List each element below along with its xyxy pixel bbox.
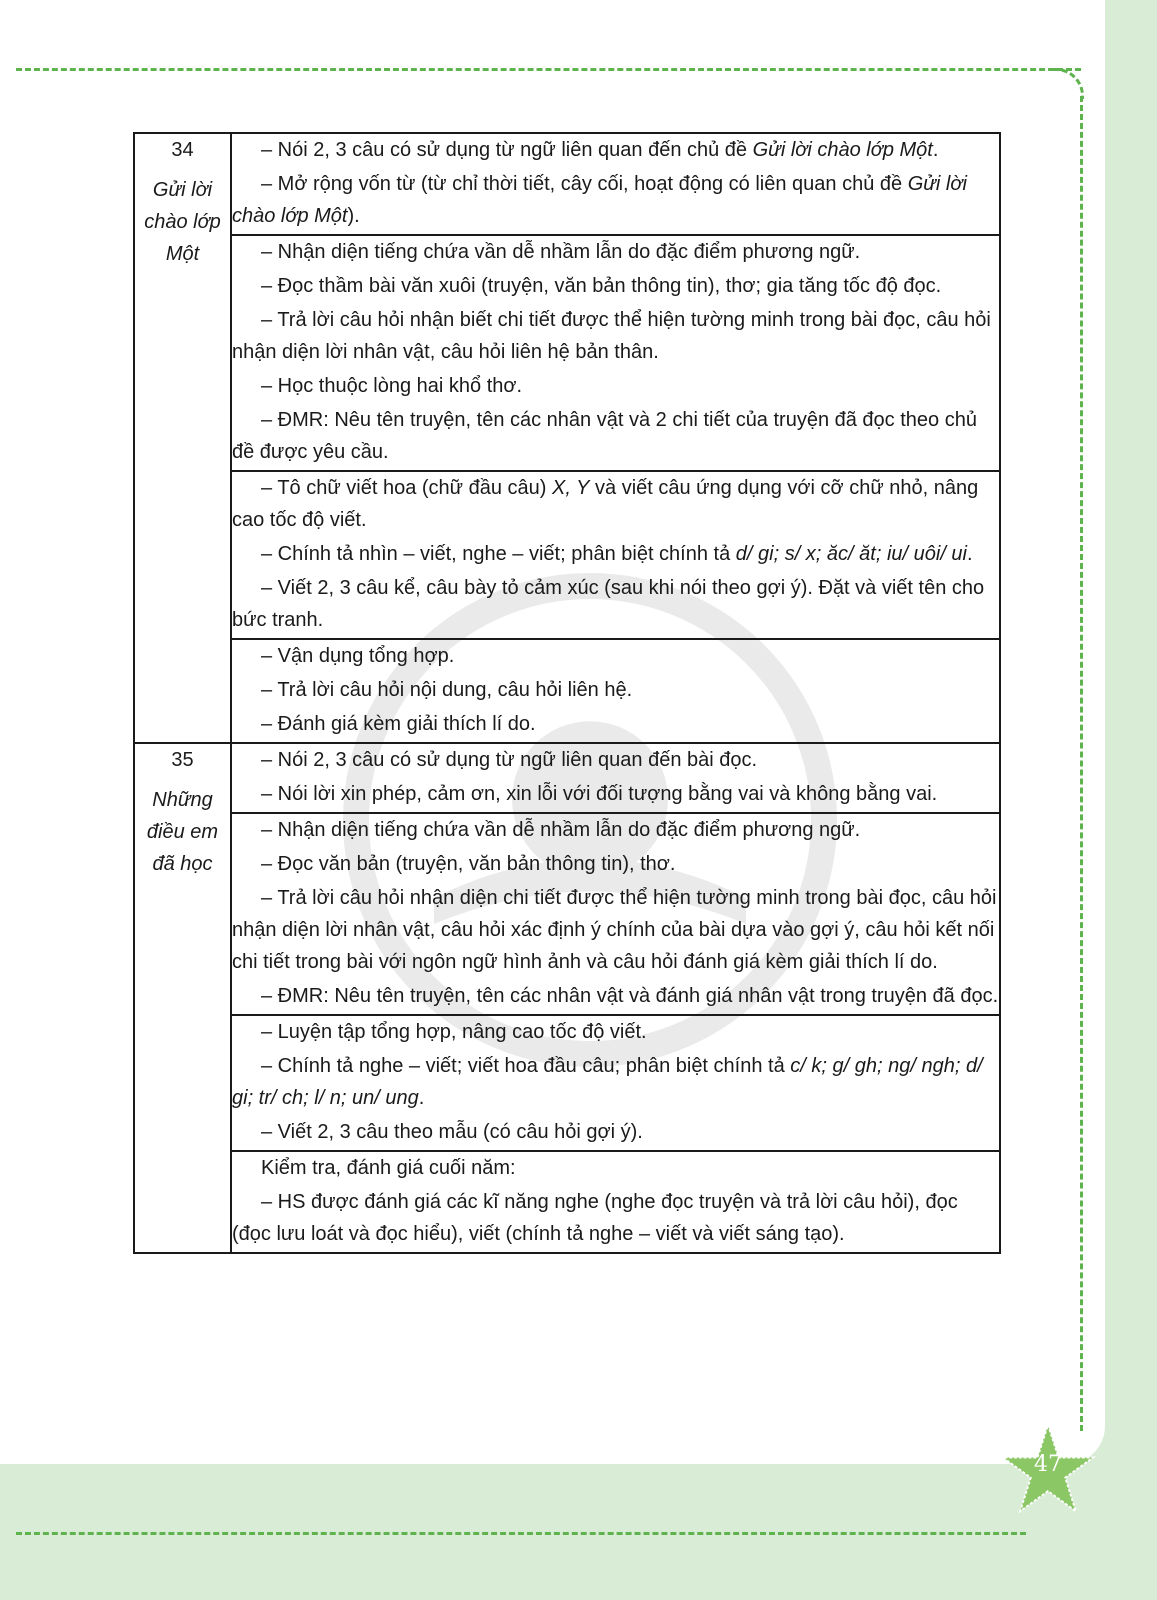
italic-segment: c/ k; g/ gh; ng/ ngh; d/ gi; tr/ ch; l/ n; un/ ung <box>232 1055 983 1109</box>
table-row <box>134 743 1000 813</box>
week-cell <box>134 133 231 743</box>
italic-segment: Gửi lời chào lớp Một <box>232 173 967 227</box>
table-row <box>134 1015 1000 1151</box>
italic-segment: d/ gi; s/ x; ăc/ ăt; iu/ uôi/ ui <box>735 543 968 565</box>
content-cell <box>231 813 1000 1015</box>
text-segment: . <box>967 543 973 565</box>
table-row <box>134 235 1000 471</box>
text-segment: – Viết 2, 3 câu theo mẫu (có câu hỏi gợi ý). <box>261 1121 643 1143</box>
table-row <box>134 813 1000 1015</box>
text-segment: – Đánh giá kèm giải thích lí do. <box>261 713 536 735</box>
content-cell <box>231 743 1000 813</box>
text-segment: – Luyện tập tổng hợp, nâng cao tốc độ viết. <box>261 1021 647 1043</box>
content-line <box>232 538 999 570</box>
italic-segment: X, Y <box>552 477 590 499</box>
text-segment: – Mở rộng vốn từ (từ chỉ thời tiết, cây cối, hoạt động có liên quan chủ đề <box>261 173 908 195</box>
content-line <box>232 848 999 880</box>
table-row <box>134 639 1000 743</box>
table-row <box>134 1151 1000 1253</box>
content-line <box>232 778 999 810</box>
week-title: Gửi lời chào lớp Một <box>144 179 221 265</box>
page-number: 47 <box>1034 1452 1062 1477</box>
text-segment: – Nói 2, 3 câu có sử dụng từ ngữ liên quan đến bài đọc. <box>261 749 758 771</box>
text-segment: – Nhận diện tiếng chứa vần dễ nhầm lẫn do đặc điểm phương ngữ. <box>261 819 861 841</box>
content-cell <box>231 235 1000 471</box>
table-row <box>134 133 1000 235</box>
week-number: 34 <box>171 139 194 161</box>
content-line <box>232 674 999 706</box>
text-segment: ). <box>347 205 360 227</box>
week-title: Những điều em đã học <box>146 789 219 875</box>
dashed-border-top <box>16 68 1081 71</box>
text-segment: – Đọc văn bản (truyện, văn bản thông tin), thơ. <box>261 853 676 875</box>
text-segment: – Nói lời xin phép, cảm ơn, xin lỗi với đối tượng bằng vai và không bằng vai. <box>261 783 938 805</box>
content-line <box>232 572 999 636</box>
content-line <box>232 980 999 1012</box>
text-segment: Kiểm tra, đánh giá cuối năm: <box>261 1157 516 1179</box>
content-line <box>232 882 999 978</box>
text-segment: – Học thuộc lòng hai khổ thơ. <box>261 375 523 397</box>
text-segment: – Tô chữ viết hoa (chữ đầu câu) <box>261 477 553 499</box>
content-line <box>232 168 999 232</box>
text-segment: – Vận dụng tổng hợp. <box>261 645 455 667</box>
table-row <box>134 471 1000 639</box>
dashed-border-right <box>1080 96 1083 1431</box>
text-segment: – Nhận diện tiếng chứa vần dễ nhầm lẫn do đặc điểm phương ngữ. <box>261 241 861 263</box>
text-segment: – Chính tả nhìn – viết, nghe – viết; phân biệt chính tả <box>261 543 736 565</box>
text-segment: – Đọc thầm bài văn xuôi (truyện, văn bản thông tin), thơ; gia tăng tốc độ đọc. <box>261 275 942 297</box>
dashed-border-bottom <box>16 1532 1026 1535</box>
text-segment: – Chính tả nghe – viết; viết hoa đầu câu; phân biệt chính tả <box>261 1055 791 1077</box>
text-segment: – ĐMR: Nêu tên truyện, tên các nhân vật và 2 chi tiết của truyện đã đọc theo chủ đề được yêu cầu. <box>232 409 977 463</box>
content-line <box>232 270 999 302</box>
text-segment: và viết câu ứng dụng với cỡ chữ nhỏ, nâng cao tốc độ viết. <box>232 477 979 531</box>
text-segment: – Trả lời câu hỏi nhận biết chi tiết được thể hiện tường minh trong bài đọc, câu hỏi nhận diện lời nhân vật, câu hỏi liên hệ bản thân. <box>232 309 991 363</box>
text-segment: – Nói 2, 3 câu có sử dụng từ ngữ liên quan đến chủ đề <box>261 139 753 161</box>
content-line <box>232 304 999 368</box>
text-segment: – Trả lời câu hỏi nội dung, câu hỏi liên hệ. <box>261 679 633 701</box>
content-cell <box>231 471 1000 639</box>
text-segment: . <box>418 1087 425 1109</box>
content-line <box>232 1186 999 1250</box>
text-segment: – Viết 2, 3 câu kể, câu bày tỏ cảm xúc (sau khi nói theo gợi ý). Đặt và viết tên cho bức tranh. <box>232 577 985 631</box>
content-line <box>232 472 999 536</box>
content-line <box>232 1050 999 1114</box>
text-segment: – HS được đánh giá các kĩ năng nghe (nghe đọc truyện và trả lời câu hỏi), đọc (đọc lưu loát và đọc hiểu), viết (chính tả nghe – viết và viết sáng tạo). <box>232 1191 958 1245</box>
content-line <box>232 134 999 166</box>
week-number: 35 <box>171 749 194 771</box>
italic-segment: Gửi lời chào lớp Một <box>752 139 933 161</box>
content-line <box>232 404 999 468</box>
text-segment: . <box>932 139 939 161</box>
content-cell <box>231 639 1000 743</box>
content-line <box>232 370 999 402</box>
content-line <box>232 640 999 672</box>
week-cell <box>134 743 231 1253</box>
content-line <box>232 1152 999 1184</box>
curriculum-table <box>133 132 1001 1254</box>
content-line <box>232 744 999 776</box>
content-line <box>232 1116 999 1148</box>
text-segment: – ĐMR: Nêu tên truyện, tên các nhân vật và đánh giá nhân vật trong truyện đã đọc. <box>261 985 999 1007</box>
content-line <box>232 708 999 740</box>
content-line <box>232 236 999 268</box>
text-segment: – Trả lời câu hỏi nhận diện chi tiết được thể hiện tường minh trong bài đọc, câu hỏi nhận diện lời nhân vật, câu hỏi xác định ý chính của bài dựa vào gợi ý, câu hỏi kết nối chi tiết trong bài với ngôn ngữ hình ảnh và câu hỏi đánh giá kèm giải thích lí do. <box>232 887 997 973</box>
content-cell <box>231 1015 1000 1151</box>
content-cell <box>231 1151 1000 1253</box>
content-line <box>232 1016 999 1048</box>
content-cell <box>231 133 1000 235</box>
content-line <box>232 814 999 846</box>
